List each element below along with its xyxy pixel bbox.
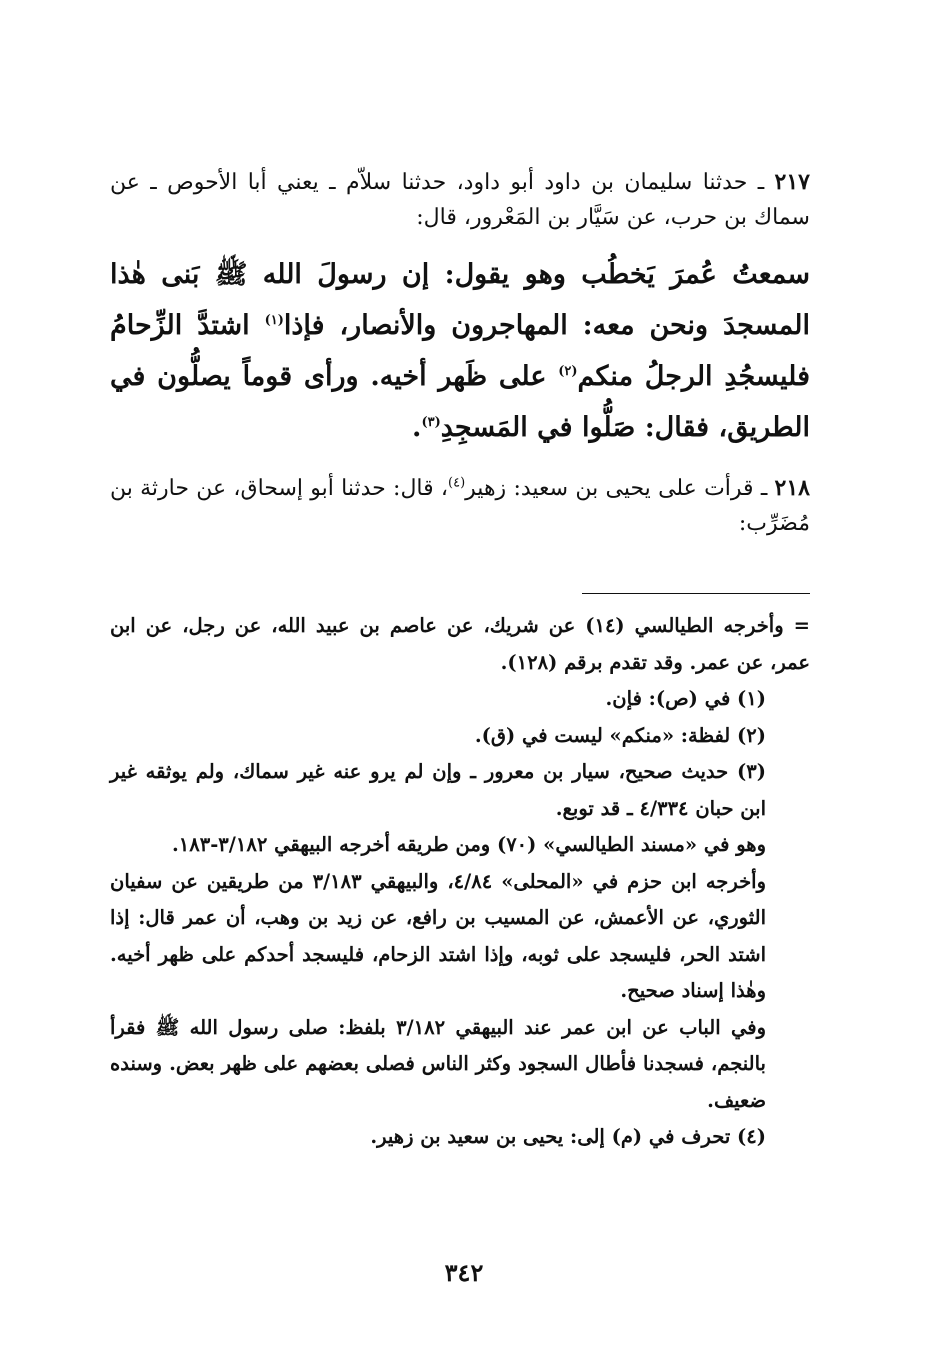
main-text: [110, 165, 810, 555]
hadith-217-isnad-text: ـ حدثنا سليمان بن داود أبو داود، حدثنا سلاّم ـ يعني أبا الأحوص ـ عن سماك بن حرب، عن سَيَّار بن المَعْرور، قال:: [110, 170, 810, 230]
page-number: ٣٤٢: [444, 1258, 484, 1287]
footnotes: [110, 608, 810, 1156]
footnote-continuation: = وأخرجه الطيالسي (١٤) عن شريك، عن عاصم بن عبيد الله، عن رجل، عن ابن عمر، عن عمر. وقد تقدم برقم (١٢٨).: [110, 614, 810, 674]
hadith-217-number: ٢١٧: [774, 169, 810, 195]
footnote-ref-1[interactable]: (١): [264, 313, 284, 328]
footnote-divider: [582, 593, 810, 594]
hadith-217-matn: [110, 249, 810, 453]
footnote-3-para-4: وفي الباب عن ابن عمر عند البيهقي ٣/١٨٢ بلفظ: صلى رسول الله ﷺ فقرأ بالنجم، فسجدنا فأطال السجود وكثر الناس فصلى بعضهم على ظهر بعض. وسنده ضعيف.: [110, 1015, 766, 1112]
footnote-ref-3[interactable]: (٣): [421, 415, 441, 430]
matn-end: .: [412, 412, 422, 443]
hadith-218-isnad: [110, 471, 810, 541]
footnote-2: (٢) لفظة: «منكم» ليست في (ق).: [474, 723, 766, 747]
footnote-1: (١) في (ص): فإن.: [605, 687, 766, 710]
hadith-218-isnad-b: ، قال: حدثنا أبو إسحاق، عن حارثة بن مُضَرِّب:: [110, 476, 810, 536]
hadith-218-number: ٢١٨: [774, 475, 810, 501]
matn-part-c: على ظَهر أخيه. ورأى قوماً يصلُّون في الطريق، فقال: صَلُّوا في المَسجِدِ: [110, 361, 810, 443]
footnote-4: (٤) تحرف في (م) إلى: يحيى بن سعيد بن زهير.: [370, 1125, 766, 1148]
footnote-ref-4[interactable]: (٤): [448, 475, 466, 491]
footnote-3-para-3: وأخرجه ابن حزم في «المحلى» ٤/٨٤، والبيهقي ٣/١٨٣ من طريقين عن سفيان الثوري، عن الأعمش، عن المسيب بن رافع، عن زيد بن وهب، أن عمر قال: إذا اشتد الحر، فليسجد على ثوبه، وإذا اشتد الزحام، فليسجد أحدكم على ظهر أخيه. وهٰذا إسناد صحيح.: [110, 869, 766, 1002]
matn-part-b: اشتدَّ الزِّحامُ فليسجُدِ الرجلُ منكم: [110, 310, 811, 392]
matn-part-a: سمعتُ عُمرَ يَخطُب وهو يقول: إن رسولَ الله ﷺ بَنى هٰذا المسجدَ ونحن معه: المهاجرون والأنصار، فإذا: [110, 259, 810, 341]
footnote-3: (٣) حديث صحيح، سيار بن معرور ـ وإن لم يرو عنه غير سماك، ولم يوثقه غير ابن حبان ٤/٣٣٤ ـ قد توبع.: [110, 760, 766, 820]
hadith-217-isnad: [110, 165, 810, 235]
footnote-3-para-2: وهو في «مسند الطيالسي» (٧٠) ومن طريقه أخرجه البيهقي ٣/١٨٢-١٨٣.: [171, 833, 766, 856]
hadith-218-isnad-a: ـ قرأت على يحيى بن سعيد: زهير: [465, 476, 775, 501]
footnote-ref-2[interactable]: (٢): [558, 364, 578, 379]
